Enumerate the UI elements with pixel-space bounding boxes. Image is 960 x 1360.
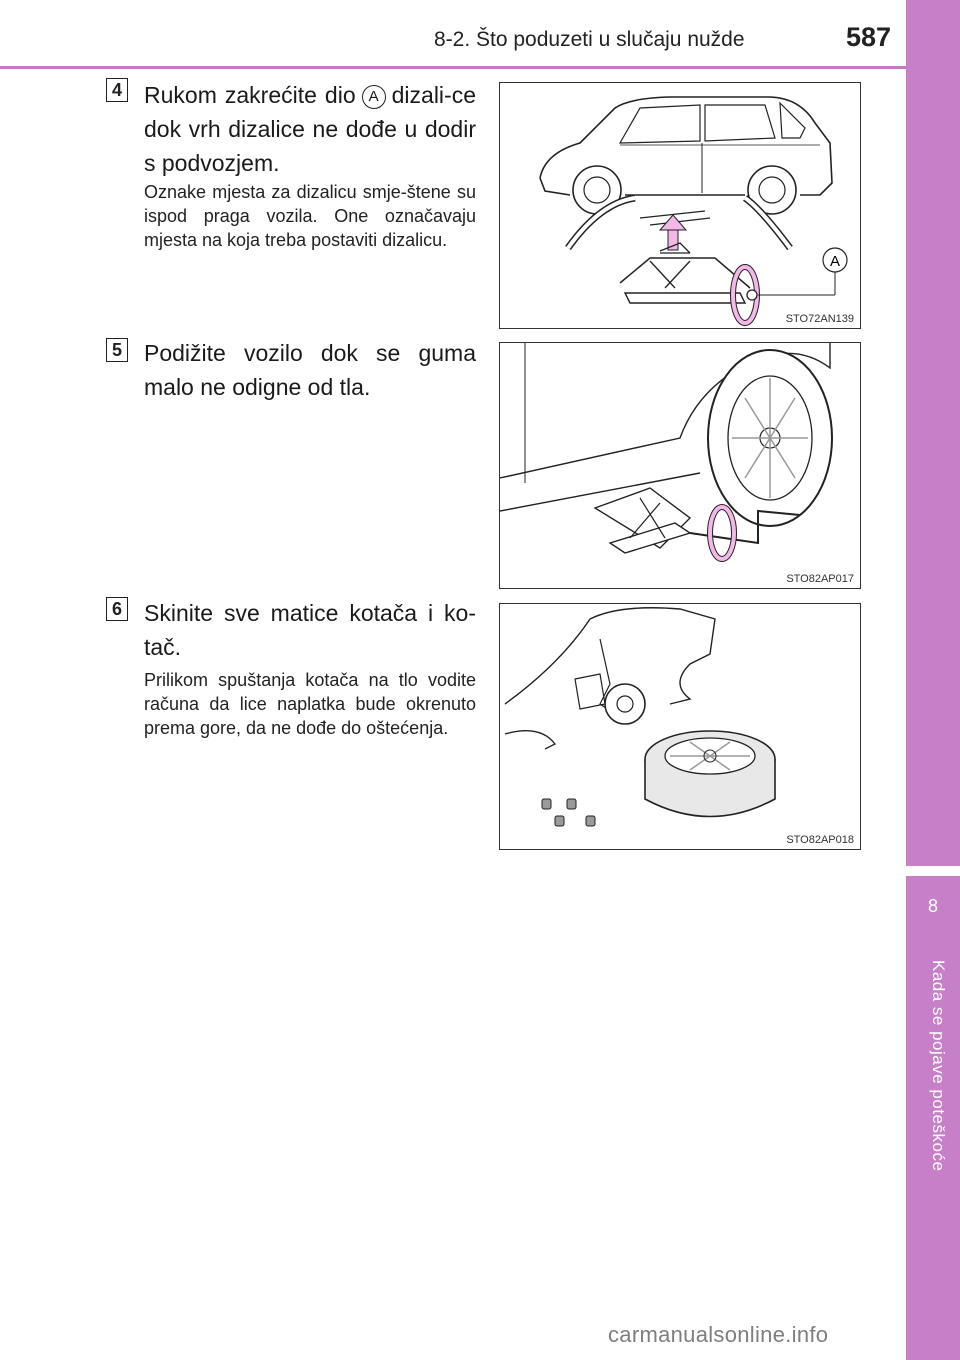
- figure-raise-vehicle: [499, 342, 861, 589]
- chapter-title: Kada se pojave poteškoće: [929, 960, 948, 1172]
- step-6-note: Prilikom spuštanja kotača na tlo vodite računa da lice naplatka bude okrenuto prema gore, da ne dođe do oštećenja.: [144, 670, 476, 738]
- step-6-text: Skinite sve matice kotača i ko-tač.: [144, 600, 476, 660]
- part-a-label: A: [362, 85, 386, 109]
- step-4-note: Oznake mjesta za dizalicu smje-štene su ispod praga vozila. One označavaju mjesta na koja treba postaviti dizalicu.: [144, 182, 476, 250]
- raise-vehicle-illustration: [500, 343, 860, 588]
- chapter-number: 8: [927, 896, 938, 916]
- figure-code: STO72AN139: [785, 313, 854, 325]
- section-title: 8-2. Što poduzeti u slučaju nužde: [434, 28, 745, 51]
- jack-placement-illustration: [500, 83, 860, 328]
- step-number-6: 6: [106, 597, 128, 621]
- figure-code: STO82AP017: [786, 573, 854, 585]
- step-number-5: 5: [106, 338, 128, 362]
- figure-code: STO82AP018: [786, 834, 854, 846]
- chapter-tab-separator: [906, 866, 960, 876]
- page-number: 587: [846, 22, 892, 52]
- step-4-text-after: dizali-ce dok vrh dizalice ne dođe u dodir s podvozjem.: [144, 82, 476, 176]
- step-4-text-before: Rukom zakrećite dio: [144, 82, 356, 108]
- step-5-text: Podižite vozilo dok se guma malo ne odigne od tla.: [144, 340, 476, 400]
- footer-watermark: carmanualsonline.info: [608, 1322, 829, 1347]
- remove-wheel-illustration: [500, 604, 860, 849]
- step-4-text: [144, 78, 476, 180]
- header-divider: [0, 66, 906, 69]
- callout-a-label: A: [829, 253, 841, 270]
- figure-remove-wheel: [499, 603, 861, 850]
- figure-jack-placement: [499, 82, 861, 329]
- step-number-4: 4: [106, 78, 128, 102]
